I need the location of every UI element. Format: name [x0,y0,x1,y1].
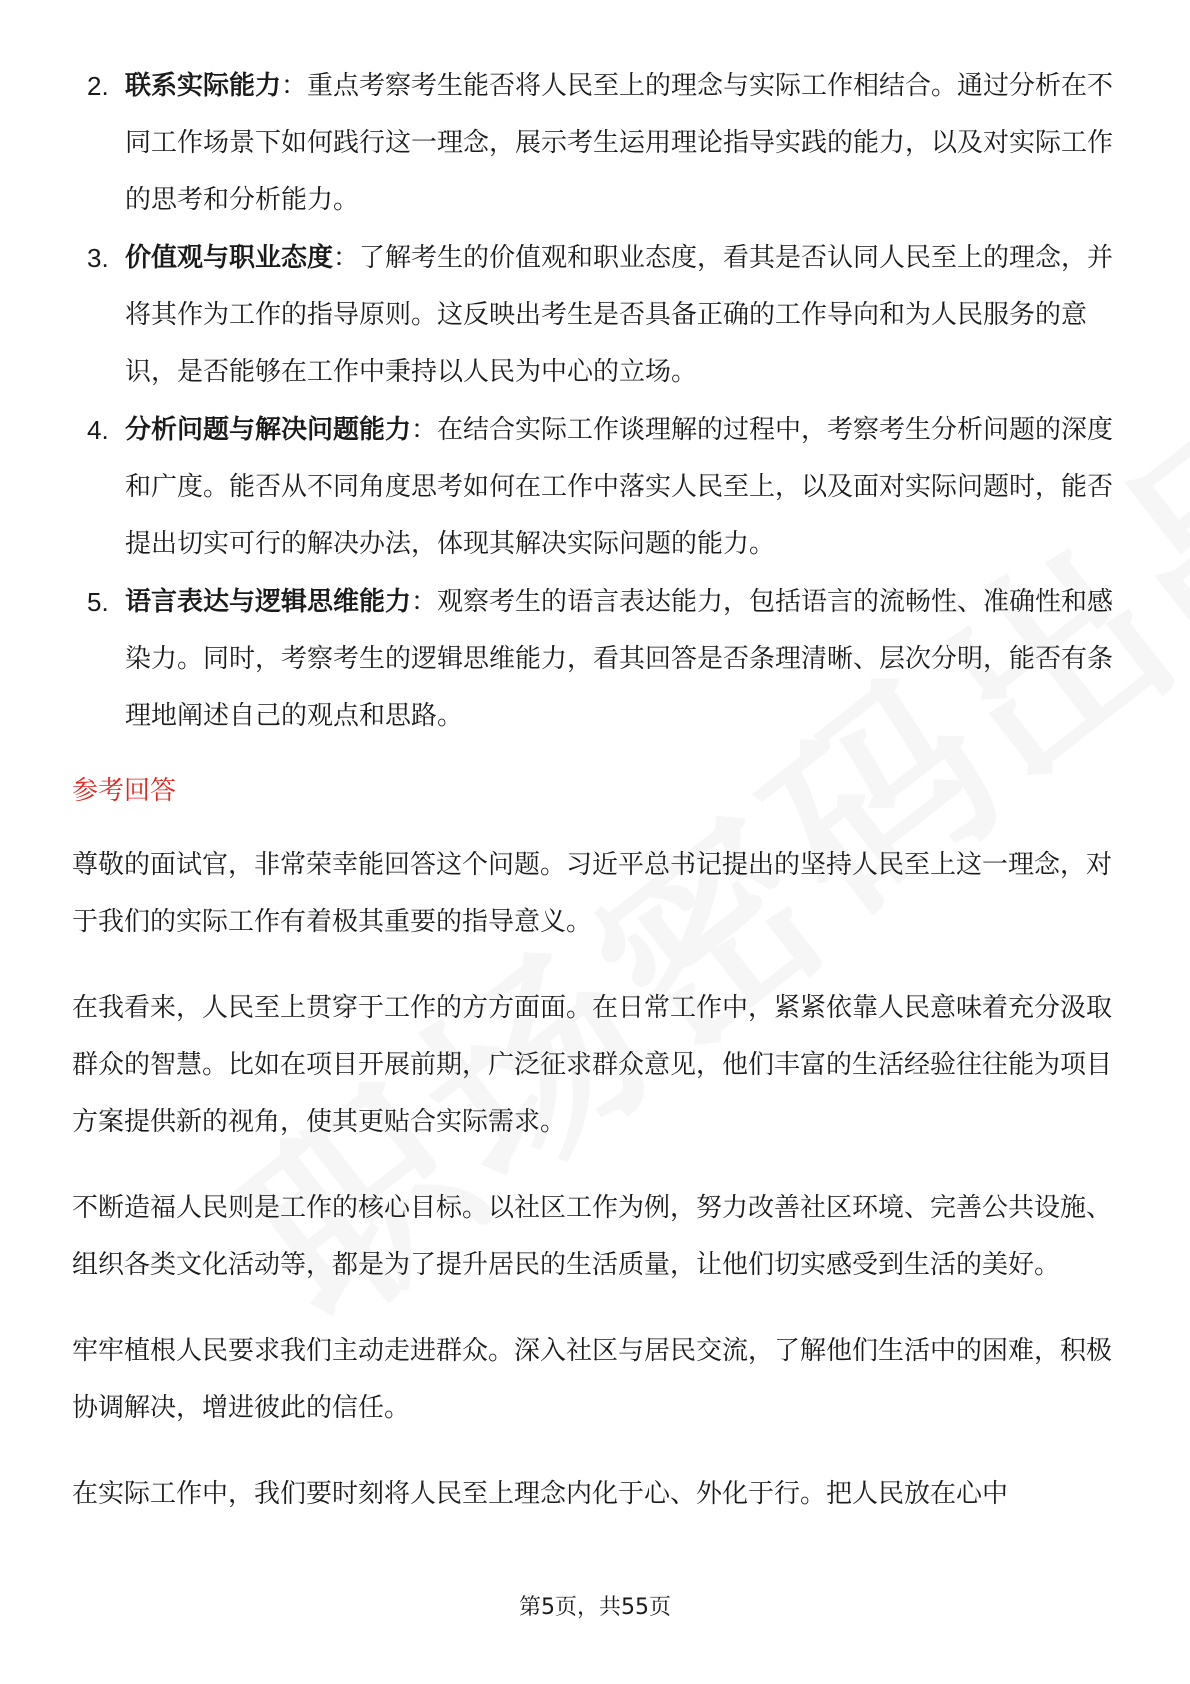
list-item-text: ：了解考生的价值观和职业态度，看其是否认同人民至上的理念，并将其作为工作的指导原则。这反映出考生是否具备正确的工作导向和为人民服务的意识，是否能够在工作中秉持以人民为中心的立场。 [125,243,1114,387]
criteria-list [72,58,1122,745]
list-item-text: ：观察考生的语言表达能力，包括语言的流畅性、准确性和感染力。同时，考察考生的逻辑思维能力，看其回答是否条理清晰、层次分明，能否有条理地阐述自己的观点和思路。 [125,587,1114,731]
list-item-term: 价值观与职业态度 [125,243,334,273]
list-item-text: ：重点考察考生能否将人民至上的理念与实际工作相结合。通过分析在不同工作场景下如何践行这一理念，展示考生运用理论指导实践的能力，以及对实际工作的思考和分析能力。 [125,71,1114,215]
list-item-number: 2. [87,71,109,101]
page-number-footer: 第5页，共55页 [519,1595,671,1620]
list-item-number: 3. [87,243,109,273]
list-item [72,402,1122,573]
list-item [72,574,1122,745]
list-item-term: 联系实际能力 [125,71,282,101]
paragraph: 尊敬的面试官，非常荣幸能回答这个问题。习近平总书记提出的坚持人民至上这一理念，对于我们的实际工作有着极其重要的指导意义。 [72,850,1113,937]
list-item [72,230,1122,401]
paragraph: 不断造福人民则是工作的核心目标。以社区工作为例，努力改善社区环境、完善公共设施、组织各类文化活动等，都是为了提升居民的生活质量，让他们切实感受到生活的美好。 [72,1193,1113,1280]
list-item-text: ：在结合实际工作谈理解的过程中，考察考生分析问题的深度和广度。能否从不同角度思考如何在工作中落实人民至上，以及面对实际问题时，能否提出切实可行的解决办法，体现其解决实际问题的能力。 [125,415,1114,559]
list-item-number: 5. [87,587,109,617]
paragraph: 在实际工作中，我们要时刻将人民至上理念内化于心、外化于行。把人民放在心中 [72,1479,1009,1509]
paragraph: 牢牢植根人民要求我们主动走进群众。深入社区与居民交流，了解他们生活中的困难，积极协调解决，增进彼此的信任。 [72,1336,1113,1423]
list-item-number: 4. [87,415,109,445]
list-item-term: 语言表达与逻辑思维能力 [125,587,412,617]
list-item [72,58,1122,229]
paragraph: 在我看来，人民至上贯穿于工作的方方面面。在日常工作中，紧紧依靠人民意味着充分汲取群众的智慧。比如在项目开展前期，广泛征求群众意见，他们丰富的生活经验往往能为项目方案提供新的视角，使其更贴合实际需求。 [72,993,1113,1137]
list-item-term: 分析问题与解决问题能力 [125,415,412,445]
page-content [72,58,1122,1552]
section-heading-reference-answer: 参考回答 [72,776,177,806]
